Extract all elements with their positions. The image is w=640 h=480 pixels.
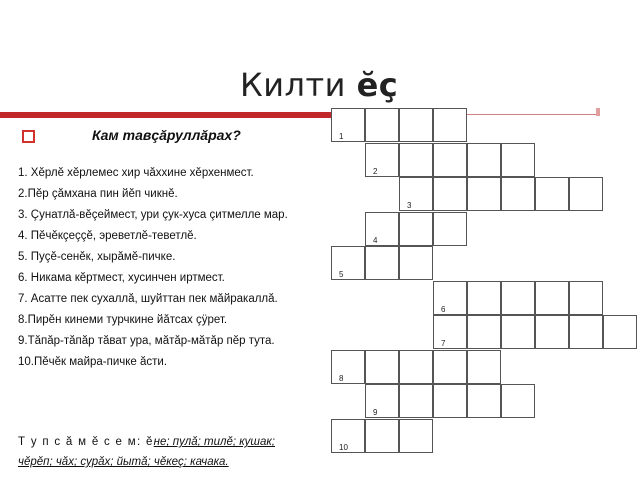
crossword-cell[interactable]	[365, 419, 399, 453]
crossword-cell[interactable]	[399, 350, 433, 384]
square-bullet-icon	[22, 130, 35, 143]
crossword-cell[interactable]	[603, 315, 637, 349]
crossword-cell[interactable]	[535, 177, 569, 211]
crossword-cell[interactable]	[365, 212, 399, 246]
crossword-cell[interactable]	[399, 212, 433, 246]
crossword-cell[interactable]	[331, 350, 365, 384]
crossword-cell[interactable]	[399, 108, 433, 142]
crossword-cell[interactable]	[365, 350, 399, 384]
crossword-cell[interactable]	[433, 384, 467, 418]
crossword-cell[interactable]	[433, 281, 467, 315]
title-underline-end	[596, 108, 600, 116]
slide-title-text: Килти	[240, 66, 357, 104]
crossword-cell[interactable]	[433, 350, 467, 384]
crossword-cell[interactable]	[501, 177, 535, 211]
crossword-number: 5	[339, 270, 344, 279]
crossword-cell[interactable]	[535, 315, 569, 349]
crossword-cell[interactable]	[433, 177, 467, 211]
answers-line-1: не; пулă; тилĕ; кушак;	[153, 436, 275, 448]
clue-4: 4. Пĕчĕкçеççĕ, эреветлĕ-теветлĕ.	[18, 230, 197, 242]
crossword-cell[interactable]	[569, 315, 603, 349]
crossword-cell[interactable]	[467, 315, 501, 349]
crossword-cell[interactable]	[399, 419, 433, 453]
crossword-cell[interactable]	[331, 246, 365, 280]
crossword-cell[interactable]	[501, 281, 535, 315]
title-underline-red	[0, 112, 365, 118]
crossword-cell[interactable]	[535, 281, 569, 315]
answers-label	[18, 436, 275, 448]
clue-9: 9.Тăпăр-тăпăр тăват ура, мăтăр-мăтăр пĕр тута.	[18, 335, 275, 347]
crossword-cell[interactable]	[433, 108, 467, 142]
crossword-number: 3	[407, 201, 412, 210]
crossword-cell[interactable]	[399, 246, 433, 280]
crossword-cell[interactable]	[433, 315, 467, 349]
crossword-cell[interactable]	[365, 246, 399, 280]
crossword-cell[interactable]	[365, 108, 399, 142]
clue-3: 3. Çунатлă-вĕçеймест, ури çук-хуса çитмелле мар.	[18, 209, 288, 221]
clue-2: 2.Пĕр çăмхана пин йĕп чикнĕ.	[18, 188, 178, 200]
crossword-number: 9	[373, 408, 378, 417]
crossword-cell[interactable]	[331, 419, 365, 453]
clue-list	[18, 166, 338, 376]
clue-6: 6. Никама кĕртмест, хусинчен иртмест.	[18, 272, 225, 284]
crossword-cell[interactable]	[365, 143, 399, 177]
answers-line-2: чĕрĕп; чăх; сурăх; йытă; чĕкеç; качака.	[18, 456, 229, 468]
crossword-cell[interactable]	[569, 281, 603, 315]
slide-title-bold: ĕç	[356, 66, 399, 104]
clue-1: 1. Хĕрлĕ хĕрлемес хир чăххине хĕрхенмест.	[18, 167, 254, 179]
crossword-number: 4	[373, 235, 378, 245]
crossword-cell[interactable]	[467, 384, 501, 418]
crossword-cell[interactable]	[467, 350, 501, 384]
crossword-number: 8	[339, 373, 344, 383]
crossword-cell[interactable]	[433, 143, 467, 177]
crossword-cell[interactable]	[399, 143, 433, 177]
clue-8: 8.Пирĕн кинеми турчкине йăтсах çÿрет.	[18, 314, 228, 326]
crossword-number: 10	[339, 442, 348, 452]
crossword-number: 7	[441, 339, 446, 348]
crossword-cell[interactable]	[501, 315, 535, 349]
crossword-cell[interactable]	[399, 384, 433, 418]
subtitle: Кам тавçăруллăрах?	[92, 127, 241, 143]
slide-title	[240, 66, 398, 104]
crossword-cell[interactable]	[399, 177, 433, 211]
crossword-cell[interactable]	[569, 177, 603, 211]
clue-10: 10.Пĕчĕк майра-пичке ăсти.	[18, 356, 168, 368]
crossword-cell[interactable]	[467, 281, 501, 315]
crossword-number: 1	[339, 132, 344, 141]
crossword-cell[interactable]	[501, 143, 535, 177]
crossword-number: 6	[441, 304, 446, 314]
crossword-cell[interactable]	[467, 143, 501, 177]
clue-5: 5. Пуçĕ-сенĕк, хырăмĕ-пичке.	[18, 251, 176, 263]
crossword-number: 2	[373, 166, 378, 176]
crossword-cell[interactable]	[467, 177, 501, 211]
crossword-cell[interactable]	[365, 384, 399, 418]
crossword-cell[interactable]	[501, 384, 535, 418]
answers-label-text: Т у п с ă м ĕ с е м: ĕ	[18, 436, 154, 448]
crossword-cell[interactable]	[331, 108, 365, 142]
crossword-cell[interactable]	[433, 212, 467, 246]
clue-7: 7. Асатте пек сухаллă, шуйттан пек мăйракаллă.	[18, 293, 278, 305]
